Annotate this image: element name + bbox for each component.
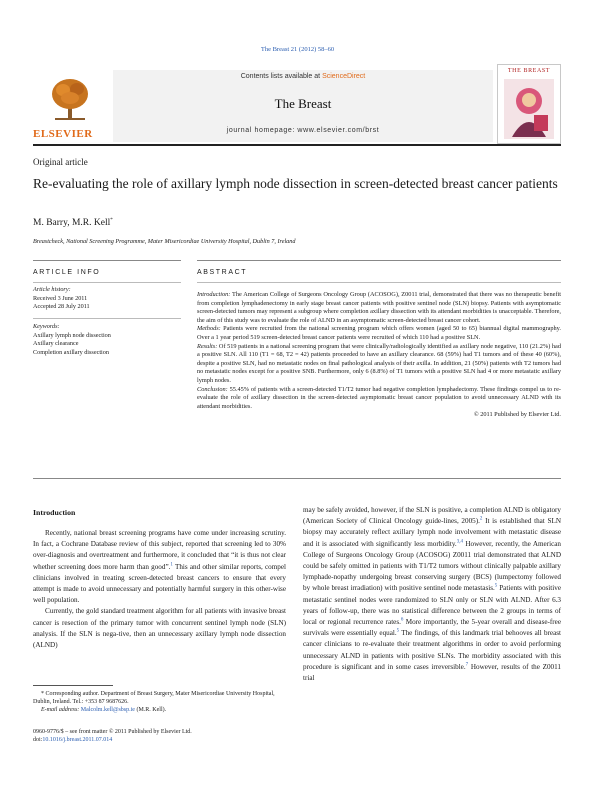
keyword-item: Axillary clearance: [33, 340, 79, 347]
introduction-heading: Introduction: [33, 508, 76, 517]
left-paragraph-1: Recently, national breast screening programs have come under increasing scrutiny. In fact, a Cochrane Database review of this subject, reported that screening led to 30% over-diagnosis and overtreatment and furthermore, it concluded that “it is thus not clear whether screening does more harm than good”.: [33, 529, 286, 571]
keywords: [33, 323, 181, 357]
left-paragraph-2: Currently, the gold standard treatment algorithm for all patients with invasive breast cancer is resection of the primary tumor with concurrent sentinel lymph node (SLN) analysis. If the SLN is nega-tive, then an unnecessary axillary lymph node dissection (ALND): [33, 607, 286, 650]
accepted-date: Accepted 28 July 2011: [33, 303, 90, 310]
abstract-copyright: © 2011 Published by Elsevier Ltd.: [473, 411, 561, 419]
affiliation: Breastcheck, National Screening Programme, Mater Misericordiae University Hospital, Dublin 7, Ireland: [33, 238, 296, 245]
sciencedirect-link[interactable]: ScienceDirect: [322, 73, 366, 80]
reference-link[interactable]: 1: [170, 562, 173, 568]
abstract-rule-bottom: [33, 478, 561, 479]
journal-citation[interactable]: The Breast 21 (2012) 58–60: [260, 46, 335, 53]
header-rule: [33, 144, 561, 146]
doi-label: doi:: [33, 737, 43, 743]
right-text-f: The findings, of this landmark trial behooves all breast cancer clinicians to re-evaluate their treatment algorithms in order to avoid performing unnecessary ALND in patients with positive SLNs. The morbidity associated with this procedure is significant and in some cases irreversible.: [303, 629, 561, 671]
keywords-rule: [33, 318, 181, 319]
article-info-heading: ARTICLE INFO: [33, 269, 101, 276]
reference-link[interactable]: 7: [465, 662, 469, 668]
keyword-item: Completion axillary dissection: [33, 348, 109, 356]
elsevier-tree-icon: [49, 76, 91, 122]
methods-label: Methods:: [197, 325, 221, 333]
left-column-text: [33, 528, 286, 651]
received-date: Received 3 June 2011: [33, 294, 88, 302]
reference-link[interactable]: 5: [396, 628, 400, 634]
reference-link[interactable]: 3,4: [456, 539, 463, 545]
abstract-rule: [197, 282, 561, 283]
introduction-label: Introduction:: [197, 291, 231, 298]
corresponding-author-note: * Corresponding author. Department of Breast Surgery, Mater Misericordiae University Hospital, Dublin, Ireland. Tel.: +353 87 9687626.: [33, 691, 275, 705]
history-label: Article history:: [33, 286, 71, 293]
reference-link[interactable]: 5: [494, 584, 498, 590]
abstract-heading: ABSTRACT: [197, 269, 248, 276]
abstract-introduction: The American College of Surgeons Oncology Group (ACOSOG), Z0011 trial, demonstrated that there was no therapeutic benefit from completion lymphadenectomy in early stage breast cancer patients with positive sentinel node (SLN) biopsy. Patients with asymptomatic screen-detected tumors may represent a subgroup where completion axillary dissection with its attendant morbidities is unacceptable. Therefore, the aim of this study was to evaluate the role of ALND in an asymptomatic screen-detected breast cancer cohort.: [197, 291, 561, 324]
journal-header: [33, 70, 561, 142]
cover-artwork-icon: [504, 79, 554, 139]
elsevier-logo[interactable]: [33, 72, 105, 142]
right-text-e: More importantly, the 5-year overall and disease-free survivals were essentially equal.: [303, 618, 561, 638]
elsevier-wordmark: ELSEVIER: [33, 128, 93, 140]
cover-title: THE BREAST: [507, 68, 551, 74]
issn-line: 0960-9776/$ – see front matter © 2011 Published by Elsevier Ltd.: [33, 729, 192, 735]
doi-link[interactable]: 10.1016/j.breast.2011.07.014: [42, 737, 113, 743]
email-suffix: (M.R. Kell).: [134, 707, 167, 713]
article-info-rule-top: [33, 260, 181, 261]
abstract-results: Of 519 patients in a national screening program that were clinically/radiologically identified as axillary node negative, 110 (21.2%) had a positive SLN. All 110 (T1 = 68, T2 = 42) patients proceeded to have an axillary clearance. 68 (59%) had T1 tumors and of these 40 (60%), despite a positive SLN, had no metastatic nodes on final pathological analysis of their axilla. In addition, 21 (50%) patients with T2 tumors had no metastatic nodes except for a positive SNB. Furthermore, only 6 (8.8%) of T1 tumors with a positive SLN had 4 or more metastatic axillary lymph nodes.: [197, 342, 561, 384]
left-paragraph-1-tail: This and other similar reports, compel clinicians involved in treating screen-detected breast cancers to ensure that every attempt is made to avoid unnecessary and potentially harmful surgery in this other-wise well population.: [33, 562, 286, 605]
abstract-conclusion: 55.45% of patients with a screen-detected T1/T2 tumor had negative completion lymphadectomy. These findings compel us to re-evaluate the role of axillary dissection in the screen-detected asymptomatic breast cancer population to avoid unnecessary ALND with its attendant morbidities.: [197, 385, 561, 410]
footnote-rule: [33, 685, 113, 686]
corresponding-author-mark[interactable]: *: [110, 217, 113, 223]
email-label: E-mail address:: [41, 707, 80, 713]
conclusion-label: Conclusion:: [197, 385, 228, 393]
authors: [33, 218, 113, 228]
contents-line: [113, 73, 493, 80]
right-text-c: However, recently, the American College of Surgeons Oncology Group (ACOSOG) Z0011 trial demonstrated that ALND could be safely omitted in patients with T1/T2 tumors without clinically palpable axillary lymphade-nopathy undergoing breast conserving surgery (BCS) (lumpectomy followed by whole breast irradiation) with positive sentinel node metastasis.: [303, 539, 562, 593]
results-label: Results:: [197, 342, 218, 350]
page-footer: [33, 728, 333, 744]
article-info-rule: [33, 282, 181, 283]
abstract-rule-top: [197, 260, 561, 261]
journal-info-box: [113, 70, 493, 142]
right-column-text: [303, 505, 561, 684]
reference-link[interactable]: 6: [400, 617, 404, 623]
right-text-b: It is established that SLN biopsy may accurately reflect axillary lymph node involvement with metastatic disease and it is associated with significantly less morbidity.: [303, 517, 561, 548]
right-text-g: However, results of the Z0011 trial: [303, 662, 561, 683]
keywords-label: Keywords:: [33, 323, 60, 330]
article-title: Re-evaluating the role of axillary lymph node dissection in screen-detected breast cancer patients: [33, 176, 558, 191]
right-text-a: may be safely avoided, however, if the SLN is positive, a completion ALND is obligatory (American Society of Clinical Oncology guide-lines, 2005).: [303, 506, 561, 526]
contents-prefix: Contents lists available at: [240, 73, 323, 80]
abstract-body: [197, 291, 561, 420]
reference-link[interactable]: 2: [479, 516, 483, 522]
journal-homepage-link[interactable]: journal homepage: www.elsevier.com/brst: [226, 127, 380, 134]
keyword-item: Axillary lymph node dissection: [33, 331, 111, 339]
abstract-methods: Patients were recruited from the national screening program which offers women (aged 50 to 65) biannual digital mammography. Over a 1 year period 519 screen-detected breast cancer patients were recruited of which 110 had a positive SLN.: [197, 325, 561, 341]
corresponding-footnote: [33, 690, 286, 714]
journal-title: The Breast: [274, 96, 332, 111]
journal-cover-image[interactable]: [497, 64, 561, 144]
email-link[interactable]: Malcolm.kell@sbsp.ie: [80, 707, 135, 713]
author-names: M. Barry, M.R. Kell: [33, 218, 111, 228]
article-history: [33, 286, 181, 312]
article-type: Original article: [33, 157, 88, 167]
right-text-d: Patients with positive metastatic sentinel nodes were randomized to SLN only or SLN with ALND. After 6.3 years of follow-up, there was no statistical difference between the 2 groups in terms of local or regional recurrence rates.: [303, 584, 562, 627]
